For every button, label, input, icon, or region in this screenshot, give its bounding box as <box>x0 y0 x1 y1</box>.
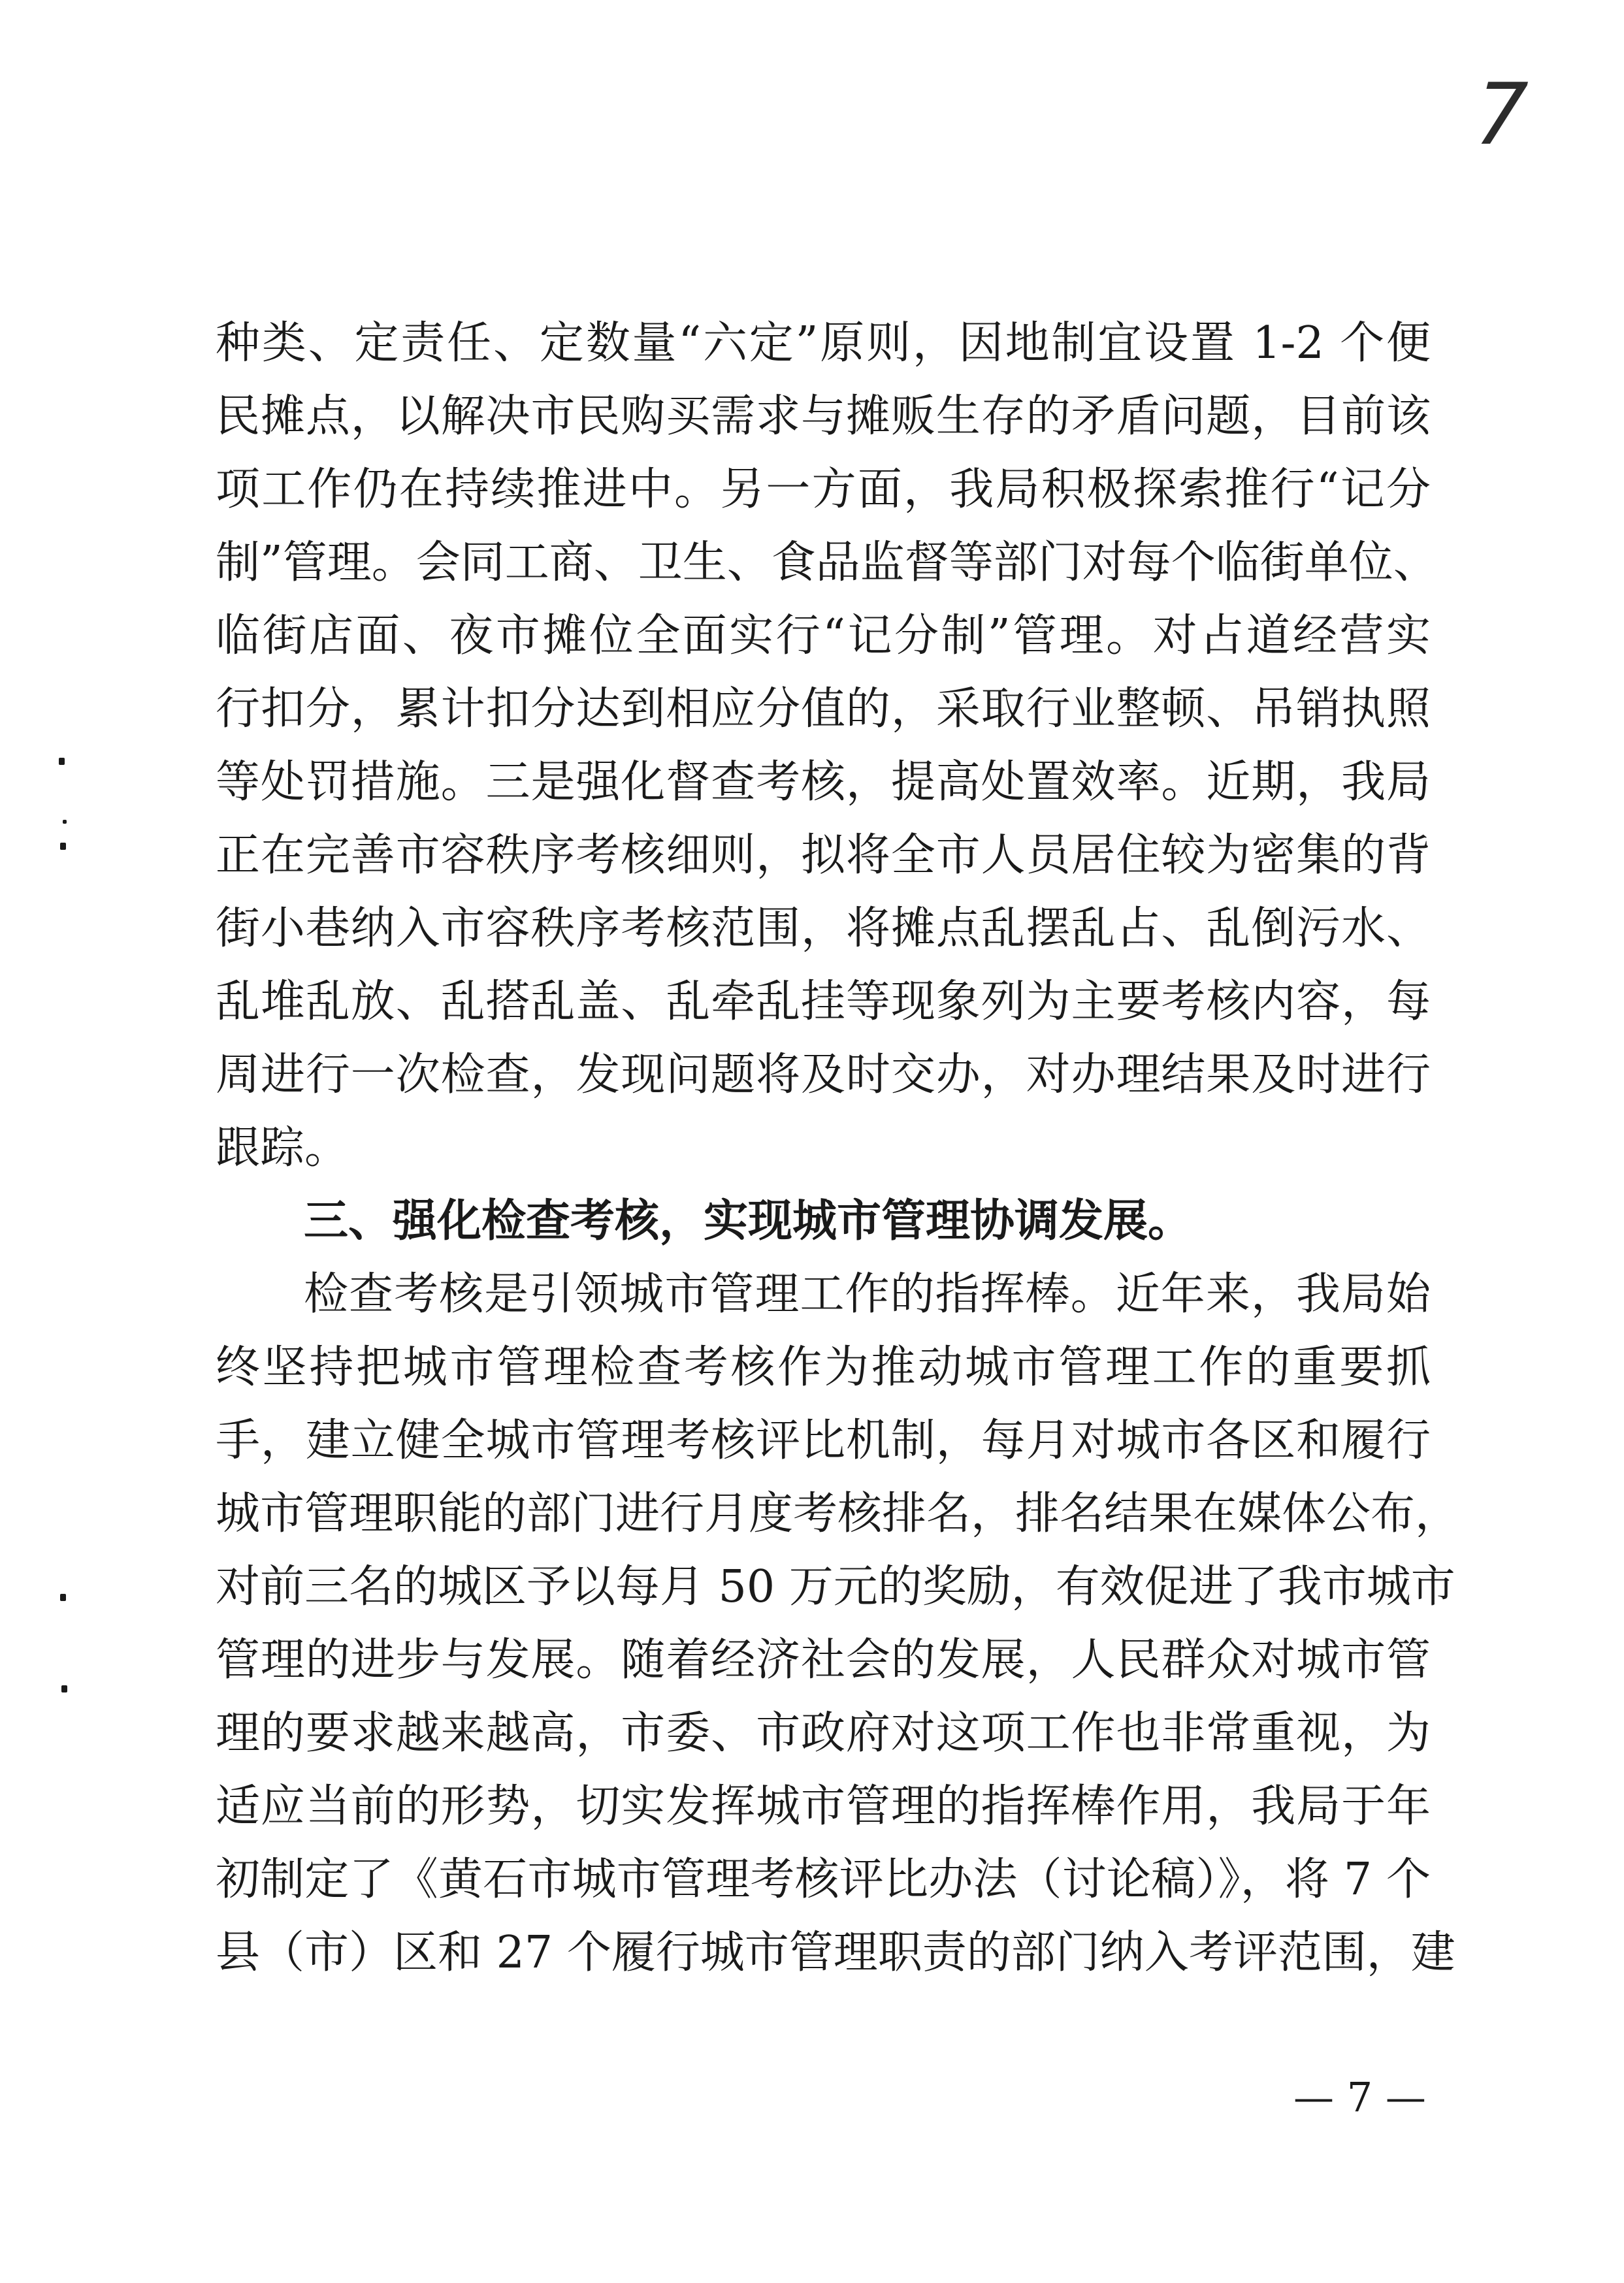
text-line: 街小巷纳入市容秩序考核范围，将摊点乱摆乱占、乱倒污水、 <box>216 903 1431 954</box>
text-line: 县（市）区和 27 个履行城市管理职责的部门纳入考评范围，建 <box>216 1927 1455 1979</box>
text-line: 适应当前的形势，切实发挥城市管理的指挥棒作用，我局于年 <box>216 1781 1431 1832</box>
text-line: 检查考核是引领城市管理工作的指挥棒。近年来，我局始 <box>304 1269 1431 1320</box>
text-line: 种类、定责任、定数量“六定”原则，因地制宜设置 1-2 个便 <box>216 317 1431 369</box>
text-line: 项工作仍在持续推进中。另一方面，我局积极探索推行“记分 <box>216 464 1431 515</box>
text-line: 管理的进步与发展。随着经济社会的发展，人民群众对城市管 <box>216 1634 1431 1686</box>
text-line: 民摊点，以解决市民购买需求与摊贩生存的矛盾问题，目前该 <box>216 391 1431 442</box>
section-heading: 三、强化检查考核，实现城市管理协调发展。 <box>304 1195 1193 1247</box>
text-line: 理的要求越来越高，市委、市政府对这项工作也非常重视，为 <box>216 1708 1431 1759</box>
text-line: 临街店面、夜市摊位全面实行“记分制”管理。对占道经营实 <box>216 610 1431 662</box>
text-line: 等处罚措施。三是强化督查考核，提高处置效率。近期，我局 <box>216 756 1431 808</box>
text-line: 手，建立健全城市管理考核评比机制，每月对城市各区和履行 <box>216 1415 1431 1466</box>
binding-hole-mark <box>59 758 65 765</box>
text-line: 城市管理职能的部门进行月度考核排名，排名结果在媒体公布， <box>216 1488 1460 1540</box>
text-line: 终坚持把城市管理检查考核作为推动城市管理工作的重要抓 <box>216 1342 1431 1393</box>
text-line: 跟踪。 <box>216 1122 349 1174</box>
text-line: 正在完善市容秩序考核细则，拟将全市人员居住较为密集的背 <box>216 830 1431 881</box>
binding-hole-mark <box>61 1685 67 1692</box>
binding-hole-mark <box>63 820 67 824</box>
text-line: 初制定了《黄石市城市管理考核评比办法（讨论稿）》，将 7 个 <box>216 1854 1431 1905</box>
text-line: 制”管理。会同工商、卫生、食品监督等部门对每个临街单位、 <box>216 537 1438 589</box>
text-line: 周进行一次检查，发现问题将及时交办，对办理结果及时进行 <box>216 1049 1431 1101</box>
binding-hole-mark <box>60 843 66 850</box>
text-line: 行扣分，累计扣分达到相应分值的，采取行业整顿、吊销执照 <box>216 683 1431 735</box>
text-line: 乱堆乱放、乱搭乱盖、乱牵乱挂等现象列为主要考核内容，每 <box>216 976 1431 1028</box>
binding-hole-mark <box>60 1594 66 1601</box>
handwritten-page-mark: 7 <box>1461 65 1540 164</box>
text-line: 对前三名的城区予以每月 50 万元的奖励，有效促进了我市城市 <box>216 1561 1455 1613</box>
body-text <box>216 307 1460 1990</box>
page-number: — 7 — <box>1293 2073 1426 2121</box>
